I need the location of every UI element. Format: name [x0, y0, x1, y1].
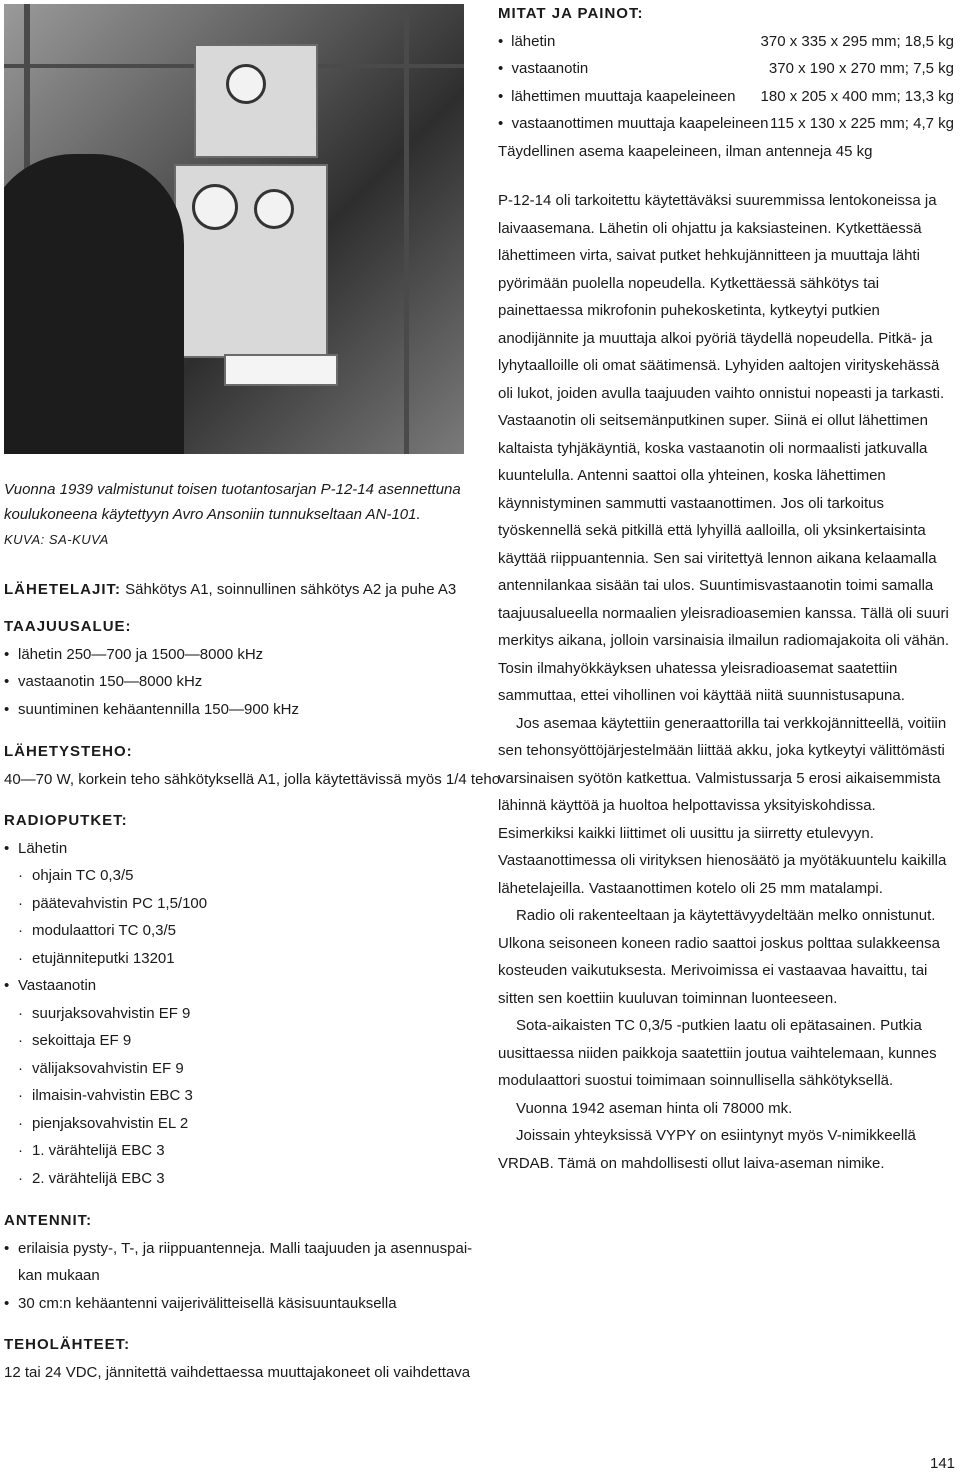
tube-item: · suurjaksovahvistin EF 9: [4, 1000, 464, 1028]
section-heading: MITAT JA PAINOT:: [498, 5, 644, 22]
tuning-dial: [254, 189, 294, 229]
list-item: •erilaisia pysty-, T-, ja riippuantenneja. Malli taajuuden ja asennuspai-: [4, 1235, 464, 1263]
radio-operator-photo: [4, 4, 464, 454]
section-heading: ANTENNIT:: [4, 1212, 93, 1229]
teholahteet-section: [4, 1331, 471, 1386]
page-number: 141: [930, 1455, 956, 1472]
photo-credit: KUVA: SA-KUVA: [4, 532, 109, 547]
tube-item: · pienjaksovahvistin EL 2: [4, 1110, 464, 1138]
photo-caption: [4, 477, 464, 552]
taajuusalue-section: [4, 613, 464, 723]
spec-row: • vastaanotin 370 x 190 x 270 mm; 7,5 kg: [498, 55, 954, 83]
list-item-continuation: kan mukaan: [18, 1267, 100, 1284]
paragraph: Sota-aikaisten TC 0,3/5 -putkien laatu oli epätasainen. Putkia uusittaessa niiden paikkoja saatettiin joutua vaihtelemaan, kunnes modulaattori suostui toimimaan soinnullisella sähkötyksellä.: [498, 1017, 937, 1089]
tube-item: · etujänniteputki 13201: [4, 945, 464, 973]
tube-item: · päätevahvistin PC 1,5/100: [4, 890, 464, 918]
spec-total: Täydellinen asema kaapeleineen, ilman antenneja 45 kg: [498, 142, 873, 160]
tube-item: · välijaksovahvistin EF 9: [4, 1055, 464, 1083]
tube-item: · 1. värähtelijä EBC 3: [4, 1137, 464, 1165]
tube-item: · modulaattori TC 0,3/5: [4, 917, 464, 945]
tube-item: · sekoittaja EF 9: [4, 1027, 464, 1055]
section-heading: LÄHETELAJIT:: [4, 581, 121, 598]
list-item: •Lähetin: [4, 835, 464, 863]
list-item: •vastaanotin 150—8000 kHz: [4, 668, 464, 696]
paragraph: Vuonna 1942 aseman hinta oli 78000 mk.: [516, 1099, 793, 1117]
specs-section: [498, 0, 954, 165]
list-item: •Vastaanotin: [4, 972, 464, 1000]
list-item: •suuntiminen kehäantennilla 150—900 kHz: [4, 696, 464, 724]
section-heading: TEHOLÄHTEET:: [4, 1336, 131, 1353]
radioputket-section: [4, 807, 464, 1192]
section-heading: LÄHETYSTEHO:: [4, 743, 133, 760]
lahetelajit-text: Sähkötys A1, soinnullinen sähkötys A2 ja puhe A3: [125, 581, 457, 598]
tube-item: · ohjain TC 0,3/5: [4, 862, 464, 890]
pilot-silhouette: [4, 154, 184, 454]
tube-item: · 2. värähtelijä EBC 3: [4, 1165, 464, 1193]
frequency-scale: [224, 354, 338, 386]
lahetelajit-section: [4, 576, 464, 604]
teholahteet-text: 12 tai 24 VDC, jännitettä vaihdettaessa muuttajakoneet oli vaihdettava: [4, 1363, 471, 1381]
paragraph: Joissain yhteyksissä VYPY on esiintynyt myös V-nimikkeellä VRDAB. Tämä on mahdollisesti ollut laiva-aseman nimike.: [498, 1127, 916, 1172]
tube-item: · ilmaisin-vahvistin EBC 3: [4, 1082, 464, 1110]
tuning-dial: [192, 184, 238, 230]
meter-dial: [226, 64, 266, 104]
spec-row: • lähettimen muuttaja kaapeleineen 180 x 205 x 400 mm; 13,3 kg: [498, 83, 954, 111]
antennit-section: [4, 1207, 473, 1317]
paragraph: Radio oli rakenteeltaan ja käytettävyydeltään melko onnistunut. Ulkona seisoneen koneen radio saattoi joskus polttaa sulakkeensa kosteuden vaikutuksesta. Merivoimissa ei vastaavaa havaittu, tai sitten sen koettiin kuuluvan toiminnan luonteeseen.: [498, 907, 940, 1007]
article-body: [498, 187, 954, 1177]
spec-row: • lähetin 370 x 335 x 295 mm; 18,5 kg: [498, 28, 954, 56]
caption-text: Vuonna 1939 valmistunut toisen tuotantosarjan P-12-14 asennettuna koulukoneena käytettyyn Avro Ansoniin tunnukseltaan AN-101.: [4, 481, 461, 523]
section-heading: TAAJUUSALUE:: [4, 618, 132, 635]
paragraph: Jos asemaa käytettiin generaattorilla tai verkkojännitteellä, voitiin sen tehonsyöttöjärjestelmään liittää akku, joka kytkeytyi välittömästi varsinaisen syötön katkettua. Valmistussarja 5 erosi aikaisemmista lähinnä käyttöä ja huoltoa helpottavissa yksityiskohdissa. Esimerkiksi kaikki liittimet oli uusittu ja siirretty etulevyyn. Vastaanottimessa oli virityksen hienosäätö ja myötäkuuntelu kaikilla lähetelajeilla. Vastaanottimen kotelo oli 25 mm matalampi.: [498, 714, 947, 897]
list-item: •30 cm:n kehäantenni vaijerivälitteisellä käsisuuntauksella: [4, 1290, 464, 1318]
lahetysteho-text: 40—70 W, korkein teho sähkötyksellä A1, jolla käytettävissä myös 1/4 teho: [4, 770, 501, 788]
section-heading: RADIOPUTKET:: [4, 812, 128, 829]
spec-row: • vastaanottimen muuttaja kaapeleineen 115 x 130 x 225 mm; 4,7 kg: [498, 110, 954, 138]
paragraph: P-12-14 oli tarkoitettu käytettäväksi suuremmissa lentokoneissa ja laivaasemana. Lähetin oli ohjattu ja kaksiasteinen. Kytkettäessä lähettimeen virta, saivat putket hehkujännitteen ja muuttaja lähti pyörimään puolella nopeudella. Kytkettäessä sähkötys tai painettaessa mikrofonin puhekosketinta, kytkeytyi putkien anodijännite ja muuttaja alkoi pyöriä täydellä nopeudella. Pitkä- ja lyhytaalloille oli omat säätimensä. Lyhyiden aaltojen virityskehässä oli lukot, joiden avulla taajuuden vaihto onnistui nopeasti ja tarkasti. Vastaanotin oli seitsemänputkinen super. Siinä ei ollut lähettimen kaltaista tyhjäkäyntiä, koska vastaanotin oli normaalisti jatkuvalla kuuntelulla. Antenni saattoi olla yhteinen, koska lähettimen käynnistyminen sammutti vastaanottimen. Jos oli tarkoitus työskennellä sekä pitkillä että lyhyillä aalloilla, oli yksinkertaisinta käyttää riippuantennia. Sen sai viritettyä lennon aikana kelaamalla antennilankaa sisään tai ulos. Suuntimisvastaanotin toimi samalla taajuusalueella normaalien yleisradioasemien kanssa. Tällä oli suuri merkitys aikana, jolloin varsinaisia ilmailun radiomajakoita oli vähän. Tosin ilmahyökkäyksen uhatessa yleisradioasemat saatettiin sammuttaa, ettei vihollinen voi käyttää niitä suunnistusapuna.: [498, 192, 950, 704]
lahetysteho-section: [4, 738, 501, 793]
list-item: •lähetin 250—700 ja 1500—8000 kHz: [4, 641, 464, 669]
